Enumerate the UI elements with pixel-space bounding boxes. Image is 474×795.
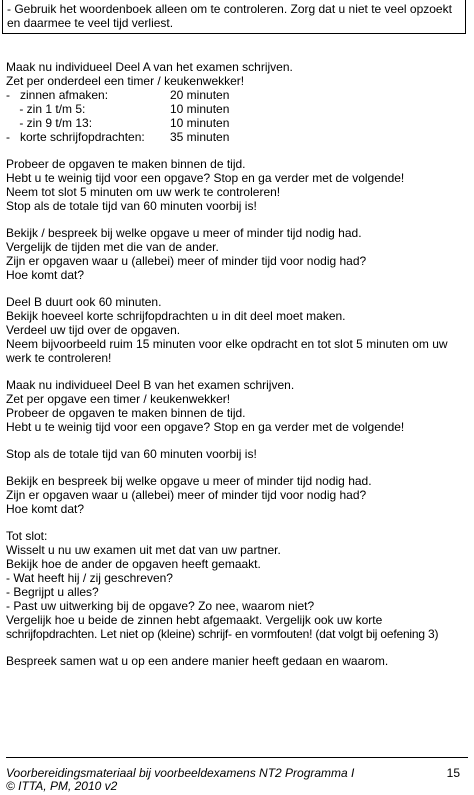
section-h-line-4: - Wat heeft hij / zij geschreven? (6, 571, 173, 585)
section-c-line-1: Bekijk / bespreek bij welke opgave u meer of minder tijd nodig had. (6, 226, 362, 240)
section-d-line-2: Bekijk hoeveel korte schrijfopdrachten u in dit deel moet maken. (6, 309, 346, 323)
section-e-line-2: Zet per opgave een timer / keukenwekker! (6, 392, 231, 406)
section-stop (6, 447, 468, 461)
section-d-line-4: Neem bijvoorbeeld ruim 15 minuten voor elke opdracht en tot slot 5 minuten om uw (6, 337, 448, 351)
time-row-value: 10 minuten (170, 102, 230, 116)
section-h-line-3: Bekijk hoe de ander de opgaven heeft gemaakt. (6, 557, 261, 571)
section-deel-b-intro (6, 295, 468, 365)
time-row-value: 10 minuten (170, 116, 230, 130)
section-c-line-2: Vergelijk de tijden met die van de ander. (6, 240, 219, 254)
section-h-line-5: - Begrijpt u alles? (6, 585, 99, 599)
section-f-line-1: Stop als de totale tijd van 60 minuten voorbij is! (6, 447, 257, 461)
time-row-zinnen (6, 88, 468, 102)
time-row-label: - zinnen afmaken: (6, 88, 109, 102)
top-note-box (2, 0, 466, 34)
section-b-line-1: Probeer de opgaven te maken binnen de tijd. (6, 157, 246, 171)
footer-title: Voorbereidingsmateriaal bij voorbeeldexamens NT2 Programma I (6, 766, 355, 780)
footer-copyright: © ITTA, PM, 2010 v2 (6, 779, 118, 793)
page-footer (6, 767, 468, 793)
section-c-line-4: Hoe komt dat? (6, 268, 85, 282)
section-review-a (6, 226, 468, 282)
section-timing-instructions (6, 157, 468, 213)
section-final (6, 654, 468, 668)
top-note-line-1: - Gebruik het woordenboek alleen om te controleren. Zorg dat u niet te veel opzoekt (7, 2, 452, 16)
section-b-line-4: Stop als de totale tijd van 60 minuten voorbij is! (6, 199, 257, 213)
time-row-zin-9-13 (6, 116, 468, 130)
section-a-line-1: Maak nu individueel Deel A van het examen schrijven. (6, 60, 293, 74)
section-c-line-3: Zijn er opgaven waar u (allebei) meer of minder tijd voor nodig had? (6, 254, 367, 268)
section-h-line-8: schrijfopdrachten. Let niet op (kleine) schrijf- en vormfouten! (dat volgt bij oefening 3) (6, 627, 439, 641)
section-h-line-6: - Past uw uitwerking bij de opgave? Zo nee, waarom niet? (6, 599, 315, 613)
section-deel-a (6, 60, 468, 144)
time-row-value: 20 minuten (170, 88, 230, 102)
section-h-line-1: Tot slot: (6, 529, 48, 543)
time-row-value: 35 minuten (170, 130, 230, 144)
footer-divider (6, 757, 468, 758)
section-d-line-3: Verdeel uw tijd over de opgaven. (6, 323, 181, 337)
time-row-label: - zin 1 t/m 5: (6, 102, 86, 116)
time-row-zin-1-5 (6, 102, 468, 116)
top-note-line-2: en daarmee te veel tijd verliest. (7, 16, 174, 30)
section-tot-slot (6, 529, 468, 641)
section-h-line-7: Vergelijk hoe u beide de zinnen hebt afgemaakt. Vergelijk ook uw korte (6, 613, 383, 627)
section-d-line-5: werk te controleren! (6, 351, 112, 365)
section-d-line-1: Deel B duurt ook 60 minuten. (6, 295, 162, 309)
section-e-line-1: Maak nu individueel Deel B van het examen schrijven. (6, 378, 295, 392)
section-b-line-2: Hebt u te weinig tijd voor een opgave? Stop en ga verder met de volgende! (6, 171, 405, 185)
document-body (6, 60, 468, 681)
section-review-b (6, 474, 468, 516)
section-e-line-3: Probeer de opgaven te maken binnen de tijd. (6, 406, 246, 420)
section-g-line-1: Bekijk en bespreek bij welke opgave u meer of minder tijd nodig had. (6, 474, 372, 488)
page-number: 15 (446, 766, 460, 780)
section-i-line-1: Bespreek samen wat u op een andere manier heeft gedaan en waarom. (6, 654, 389, 668)
section-e-line-4: Hebt u te weinig tijd voor een opgave? Stop en ga verder met de volgende! (6, 420, 405, 434)
section-deel-b (6, 378, 468, 434)
section-b-line-3: Neem tot slot 5 minuten om uw werk te controleren! (6, 185, 281, 199)
section-g-line-3: Hoe komt dat? (6, 502, 85, 516)
time-row-label: - korte schrijfopdrachten: (6, 130, 145, 144)
time-row-label: - zin 9 t/m 13: (6, 116, 93, 130)
section-a-line-2: Zet per onderdeel een timer / keukenwekker! (6, 74, 245, 88)
section-g-line-2: Zijn er opgaven waar u (allebei) meer of minder tijd voor nodig had? (6, 488, 367, 502)
section-h-line-2: Wisselt u nu uw examen uit met dat van uw partner. (6, 543, 281, 557)
time-row-schrijfopdrachten (6, 130, 468, 144)
